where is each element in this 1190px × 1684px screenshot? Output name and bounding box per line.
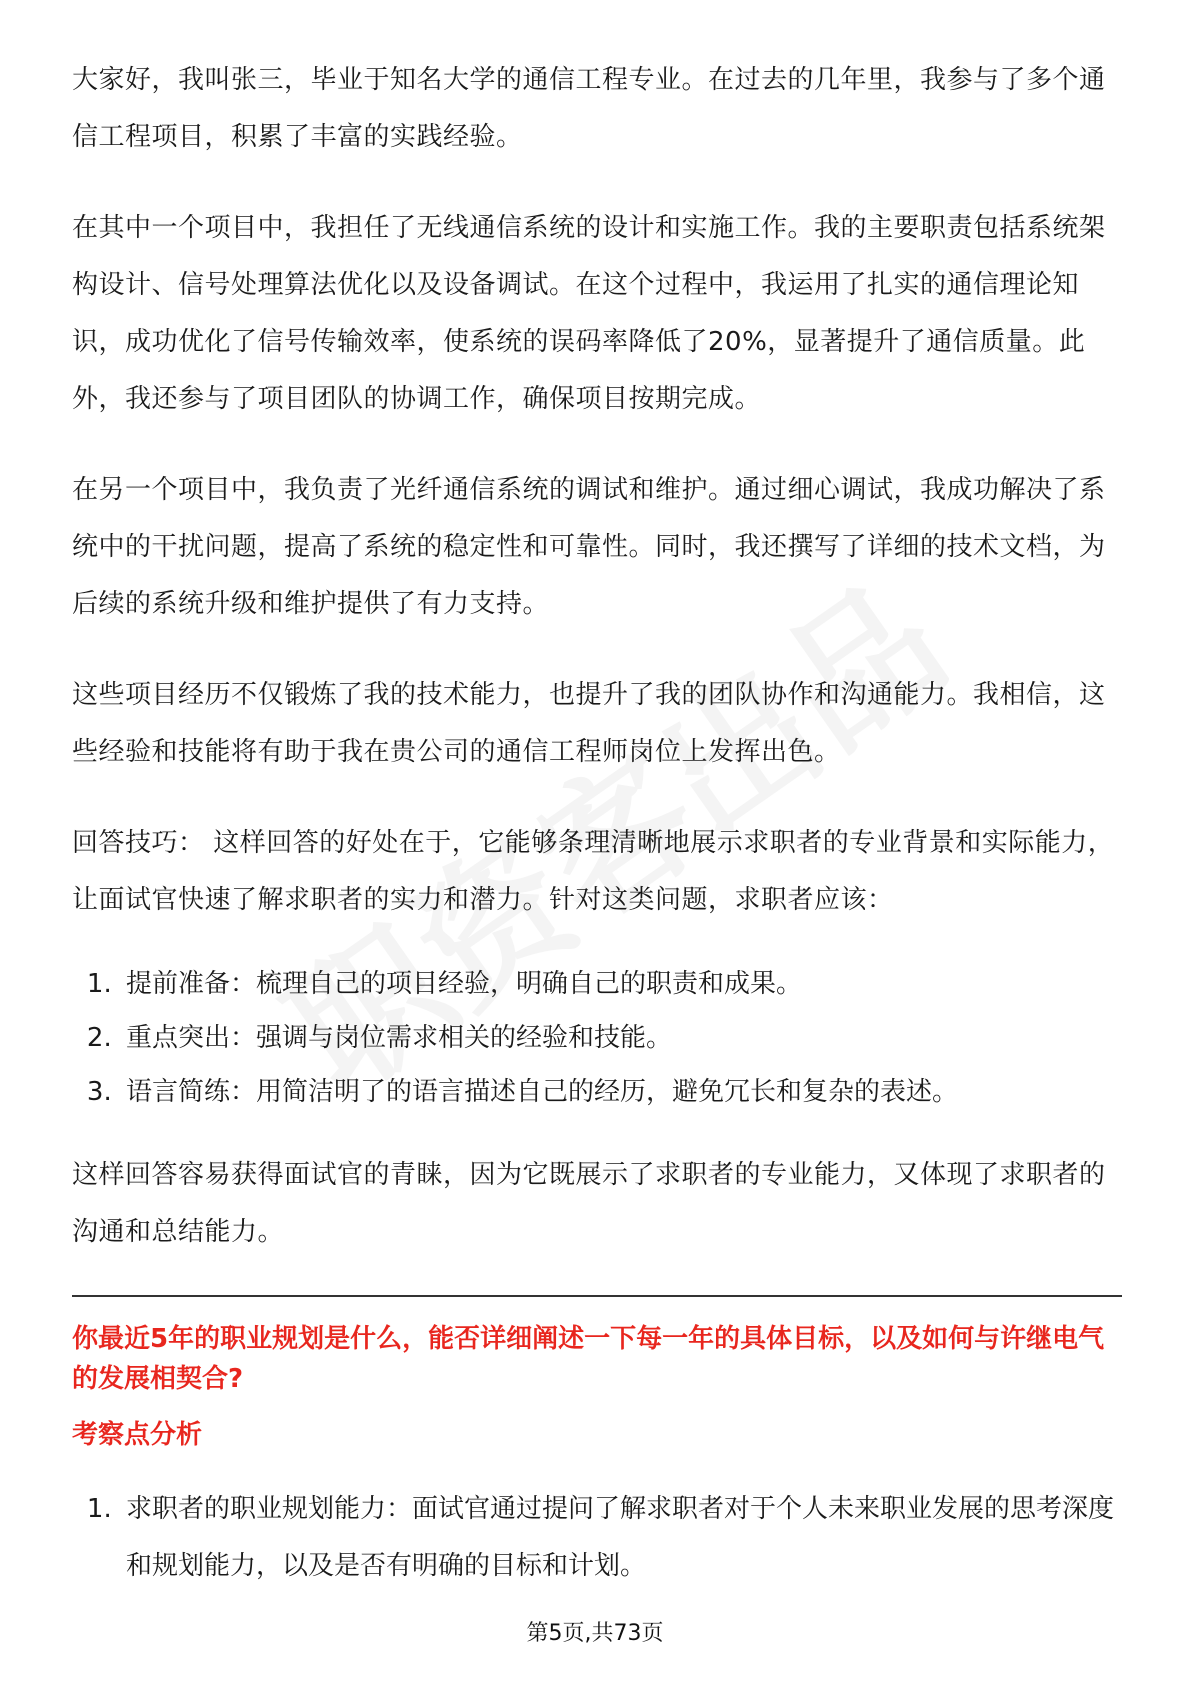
divider [72, 1295, 1122, 1297]
list-item: 1. 提前准备：梳理自己的项目经验，明确自己的职责和成果。 [120, 957, 1122, 1011]
paragraph-closing: 这样回答容易获得面试官的青睐，因为它既展示了求职者的专业能力，又体现了求职者的沟通和总结能力。 [72, 1160, 1106, 1247]
paragraph-summary: 这些项目经历不仅锻炼了我的技术能力，也提升了我的团队协作和沟通能力。我相信，这些经验和技能将有助于我在贵公司的通信工程师岗位上发挥出色。 [72, 680, 1106, 767]
paragraph-answer-tips: 回答技巧： 这样回答的好处在于，它能够条理清晰地展示求职者的专业背景和实际能力，让面试官快速了解求职者的实力和潜力。针对这类问题，求职者应该： [72, 828, 1115, 915]
analysis-title: 考察点分析 [72, 1420, 203, 1450]
paragraph-project-wireless: 在其中一个项目中，我担任了无线通信系统的设计和实施工作。我的主要职责包括系统架构设计、信号处理算法优化以及设备调试。在这个过程中，我运用了扎实的通信理论知识，成功优化了信号传输效率，使系统的误码率降低了20%，显著提升了通信质量。此外，我还参与了项目团队的协调工作，确保项目按期完成。 [72, 213, 1106, 414]
analysis-list [72, 1481, 1122, 1595]
list-item: 1. 求职者的职业规划能力：面试官通过提问了解求职者对于个人未来职业发展的思考深度和规划能力，以及是否有明确的目标和计划。 [120, 1481, 1122, 1595]
tips-list [72, 957, 1122, 1119]
paragraph-intro: 大家好，我叫张三，毕业于知名大学的通信工程专业。在过去的几年里，我参与了多个通信工程项目，积累了丰富的实践经验。 [72, 65, 1106, 152]
question-heading: 你最近5年的职业规划是什么，能否详细阐述一下每一年的具体目标，以及如何与许继电气的发展相契合? [72, 1324, 1105, 1394]
document-body [72, 52, 1122, 1595]
list-item: 3. 语言简练：用简洁明了的语言描述自己的经历，避免冗长和复杂的表述。 [120, 1065, 1122, 1119]
list-item: 2. 重点突出：强调与岗位需求相关的经验和技能。 [120, 1011, 1122, 1065]
paragraph-project-fiber: 在另一个项目中，我负责了光纤通信系统的调试和维护。通过细心调试，我成功解决了系统中的干扰问题，提高了系统的稳定性和可靠性。同时，我还撰写了详细的技术文档，为后续的系统升级和维护提供了有力支持。 [72, 475, 1106, 619]
page-number: 第5页,共73页 [526, 1621, 664, 1646]
